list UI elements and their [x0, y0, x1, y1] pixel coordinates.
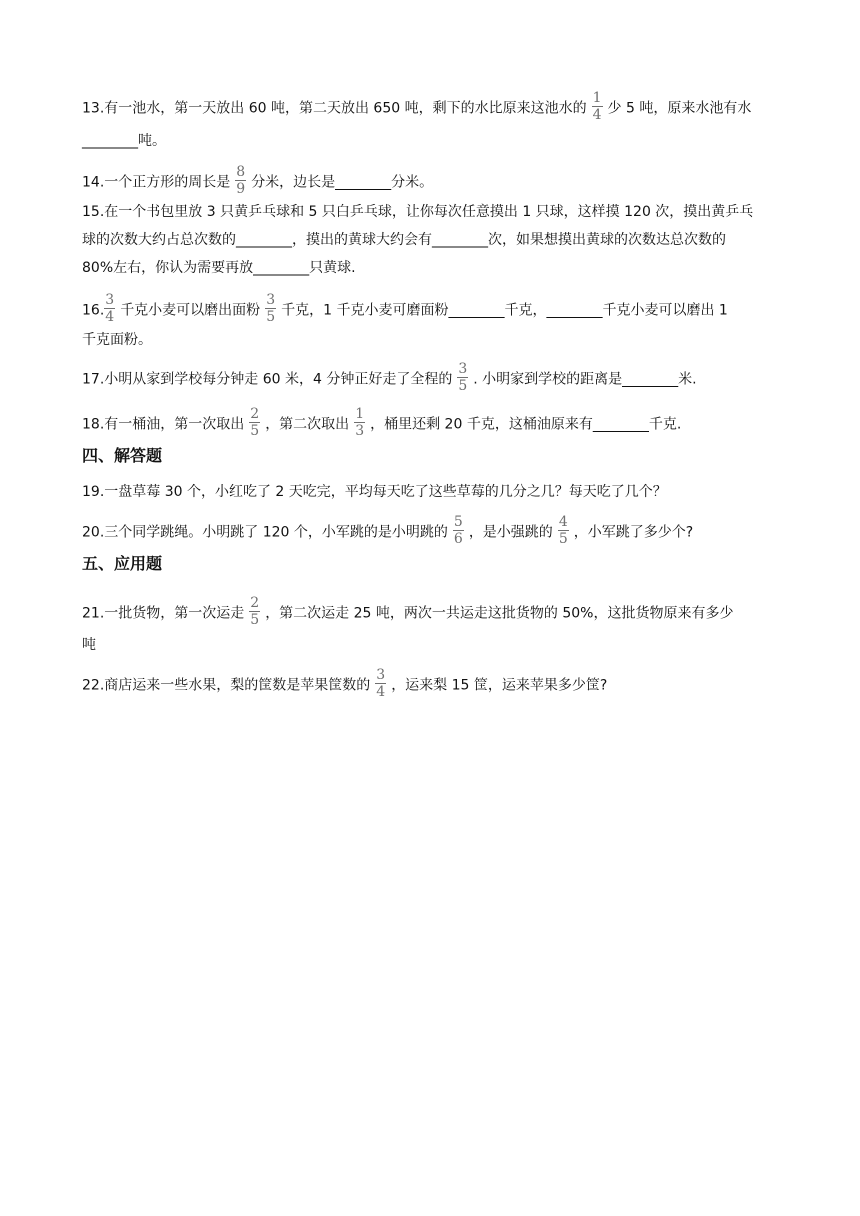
question-15-line-2: [82, 230, 726, 250]
fraction-eight-ninths: [235, 165, 246, 196]
fraction-numerator: 3: [376, 667, 386, 683]
fraction-denominator: 3: [355, 423, 365, 439]
section-5-heading: 五、应用题: [82, 554, 163, 573]
question-21-text-line2: 吨: [82, 637, 96, 653]
fraction-two-fifths: [249, 596, 260, 627]
fraction-four-fifths: [558, 515, 569, 546]
question-22: [82, 667, 608, 701]
question-13-text-b: 少 5 吨，原来水池有水: [607, 100, 752, 117]
question-15-text-2: 球的次数大约占总次数的________，摸出的黄球大约会有________次，如果想摸出黄球的次数达总次数的: [82, 232, 726, 248]
question-17-text-a: 17.小明从家到学校每分钟走 60 米，4 分钟正好走了全程的: [82, 371, 453, 388]
question-13-text-c: ________吨。: [82, 133, 166, 149]
question-20-text-b: ，是小强跳的: [468, 524, 553, 541]
question-14: [82, 164, 434, 198]
question-16-text-b: 千克小麦可以磨出面粉: [120, 302, 261, 319]
question-20: [82, 514, 694, 548]
fraction-denominator: 4: [376, 684, 386, 700]
fraction-numerator: 3: [458, 361, 468, 377]
question-16-line-1: [82, 292, 728, 326]
fraction-numerator: 1: [355, 406, 365, 422]
fraction-three-quarters: [375, 668, 386, 699]
question-13-line-1: [82, 90, 752, 124]
fraction-numerator: 4: [558, 514, 568, 530]
fraction-three-fifths: [457, 362, 468, 393]
fraction-five-sixths: [453, 515, 464, 546]
fraction-one-quarter: [592, 91, 603, 122]
question-15-line-3: [82, 258, 356, 278]
fraction-three-quarters: [104, 293, 115, 324]
question-18-text-c: ，桶里还剩 20 千克，这桶油原来有________千克.: [370, 416, 682, 433]
question-20-text-a: 20.三个同学跳绳。小明跳了 120 个，小军跳的是小明跳的: [82, 524, 448, 541]
question-13-text-a: 13.有一池水，第一天放出 60 吨，第二天放出 650 吨，剩下的水比原来这池水的: [82, 100, 587, 117]
question-16-text-c: 千克，1 千克小麦可磨面粉________千克，________千克小麦可以磨出 1: [281, 302, 728, 319]
fraction-numerator: 2: [250, 406, 260, 422]
fraction-numerator: 3: [105, 292, 115, 308]
fraction-numerator: 5: [453, 514, 463, 530]
question-21-text-a: 21.一批货物，第一次运走: [82, 605, 245, 622]
fraction-denominator: 4: [592, 107, 602, 123]
question-15-line-1: [82, 202, 753, 222]
question-18: [82, 406, 682, 440]
fraction-three-fifths: [265, 293, 276, 324]
fraction-denominator: 4: [105, 309, 115, 325]
question-13-line-2: [82, 131, 166, 151]
fraction-denominator: 5: [458, 378, 468, 394]
question-14-text-a: 14.一个正方形的周长是: [82, 174, 231, 191]
question-19: [82, 482, 667, 502]
fraction-denominator: 9: [236, 181, 246, 197]
fraction-denominator: 5: [558, 531, 568, 547]
fraction-denominator: 5: [266, 309, 276, 325]
question-14-text-b: 分米，边长是________分米。: [251, 174, 434, 191]
question-21-text-b: ，第二次运走 25 吨，两次一共运走这批货物的 50%，这批货物原来有多少: [265, 605, 734, 622]
question-22-text-a: 22.商店运来一些水果，梨的筐数是苹果筐数的: [82, 677, 371, 694]
question-17: [82, 361, 697, 395]
question-19-text: 19.一盘草莓 30 个，小红吃了 2 天吃完，平均每天吃了这些草莓的几分之几？每天吃了几个？: [82, 484, 667, 500]
fraction-numerator: 8: [236, 164, 246, 180]
fraction-numerator: 1: [592, 90, 602, 106]
fraction-numerator: 3: [266, 292, 276, 308]
question-18-text-a: 18.有一桶油，第一次取出: [82, 416, 245, 433]
fraction-denominator: 5: [250, 423, 260, 439]
question-22-text-b: ，运来梨 15 筐，运来苹果多少筐?: [391, 677, 608, 694]
question-15-text-3: 80%左右，你认为需要再放________只黄球.: [82, 260, 356, 276]
question-17-text-b: . 小明家到学校的距离是________米.: [473, 371, 697, 388]
fraction-denominator: 6: [453, 531, 463, 547]
question-20-text-c: ，小军跳了多少个?: [573, 524, 694, 541]
question-16-text-a: 16.: [82, 302, 105, 319]
question-15-text-1: 15.在一个书包里放 3 只黄乒乓球和 5 只白乒乓球，让你每次任意摸出 1 只球，这样摸 120 次，摸出黄乒乓: [82, 204, 754, 220]
fraction-one-third: [354, 407, 365, 438]
question-16-line-2: [82, 330, 152, 350]
question-18-text-b: ，第二次取出: [265, 416, 350, 433]
fraction-two-fifths: [249, 407, 260, 438]
section-4-heading: 四、解答题: [82, 446, 163, 465]
question-21-line-1: [82, 595, 734, 629]
question-21-line-2: [82, 635, 96, 655]
question-16-text-line2: 千克面粉。: [82, 332, 152, 348]
fraction-denominator: 5: [250, 612, 260, 628]
fraction-numerator: 2: [250, 595, 260, 611]
